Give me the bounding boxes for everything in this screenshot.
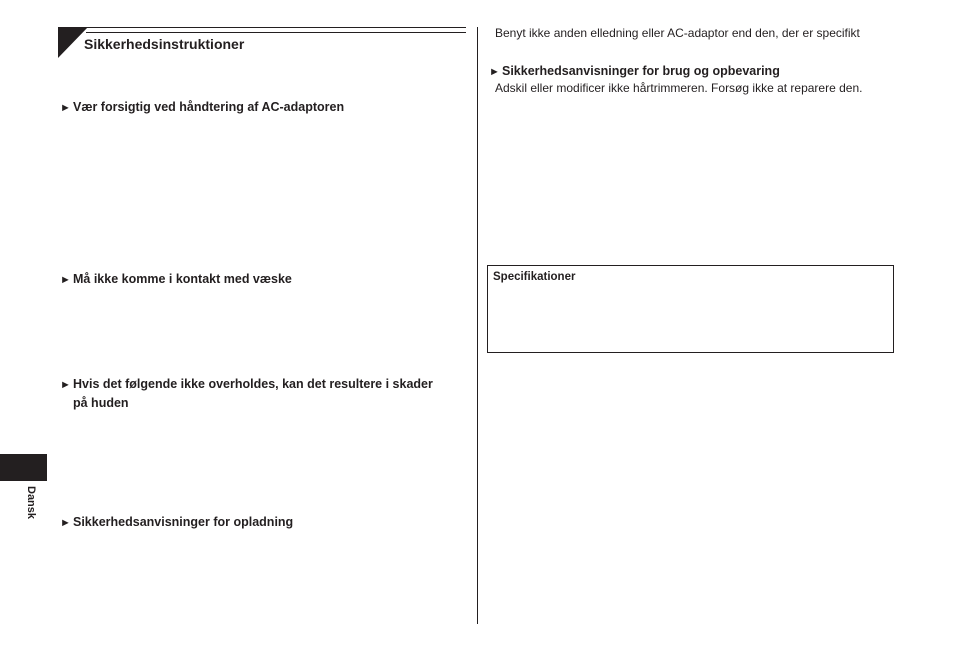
heading-text-continuation: på huden [73, 396, 129, 410]
arrow-right-icon: ► [60, 517, 71, 529]
heading-liquid-contact [60, 270, 292, 289]
heading-text: Må ikke komme i kontakt med væske [73, 272, 292, 286]
section-title-rule-top [58, 27, 466, 28]
language-label: Dansk [25, 486, 37, 520]
arrow-right-icon: ► [60, 274, 71, 286]
heading-use-storage [489, 62, 780, 81]
use-storage-body: Adskil eller modificer ikke hårtrimmeren. Forsøg ikke at reparere den. [495, 81, 863, 95]
arrow-right-icon: ► [60, 379, 71, 391]
section-title: Sikkerhedsinstruktioner [84, 36, 245, 52]
arrow-right-icon: ► [489, 66, 500, 78]
heading-charging-safety [60, 513, 293, 532]
heading-skin-damage [60, 375, 433, 412]
language-tab [0, 454, 47, 481]
specifications-label: Specifikationer [493, 271, 576, 283]
arrow-right-icon: ► [60, 102, 71, 114]
heading-text: Sikkerhedsanvisninger for opladning [73, 515, 294, 529]
section-title-rule-bottom [86, 32, 466, 33]
heading-text: Vær forsigtig ved håndtering af AC-adaptoren [73, 100, 345, 114]
specifications-box [487, 265, 894, 353]
heading-ac-adaptor [60, 98, 344, 117]
heading-text: Hvis det følgende ikke overholdes, kan det resultere i skader [73, 377, 433, 391]
column-divider [477, 27, 478, 624]
intro-text: Benyt ikke anden elledning eller AC-adaptor end den, der er specifikt [495, 26, 860, 40]
heading-text: Sikkerhedsanvisninger for brug og opbevaring [502, 64, 780, 78]
